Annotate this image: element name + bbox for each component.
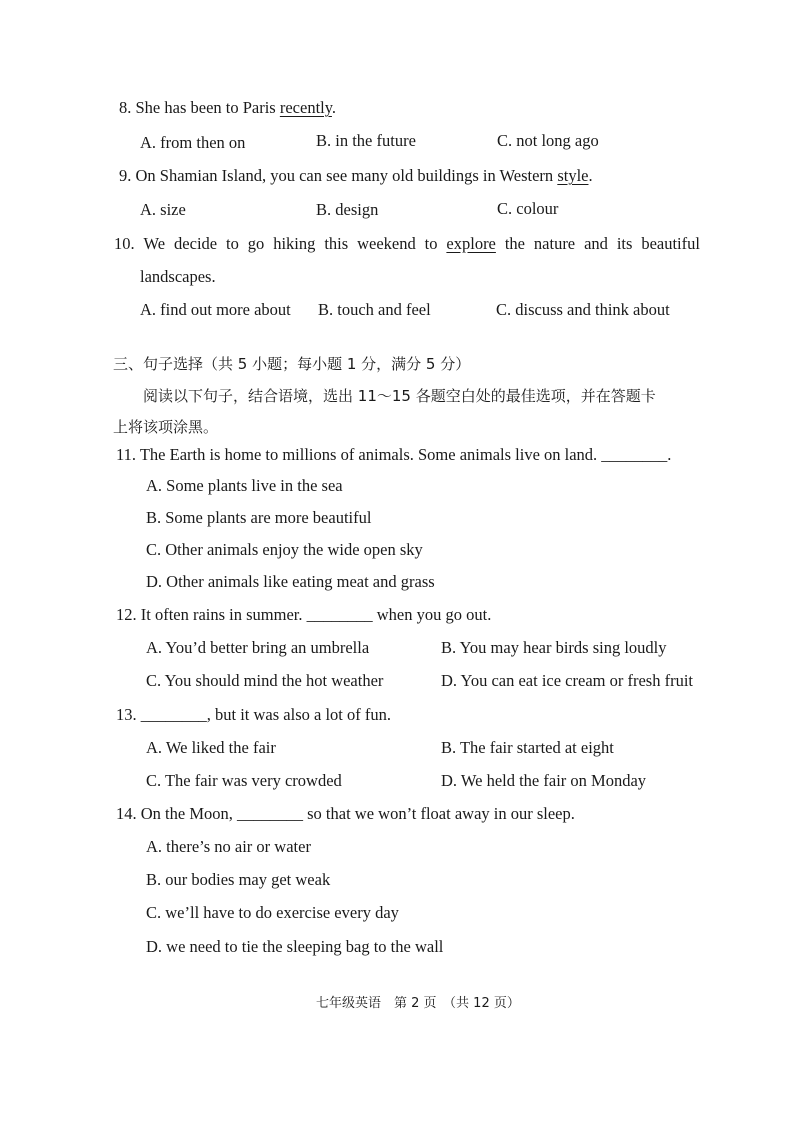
q12-option-c[interactable]: C. You should mind the hot weather: [146, 671, 384, 690]
question-14-stem: 14. On the Moon, ________ so that we won’t float away in our sleep.: [116, 804, 575, 823]
section-3-heading: 三、句子选择（共 5 小题；每小题 1 分，满分 5 分）: [113, 355, 471, 373]
underlined-word: recently: [279, 98, 332, 117]
question-12-stem: 12. It often rains in summer. ________ when you go out.: [116, 605, 492, 624]
q9-option-a[interactable]: A. size: [140, 200, 186, 219]
q8-option-c[interactable]: C. not long ago: [497, 131, 599, 150]
q10-option-a[interactable]: A. find out more about: [140, 300, 291, 319]
page-footer: 七年级英语 第 2 页 （共 12 页）: [316, 996, 520, 1011]
section-3-instructions: 阅读以下句子，结合语境，选出 11～15 各题空白处的最佳选项，并在答题卡: [143, 387, 656, 405]
q10-option-c[interactable]: C. discuss and think about: [496, 300, 670, 319]
q12-option-a[interactable]: A. You’d better bring an umbrella: [146, 638, 370, 657]
q13-option-c[interactable]: C. The fair was very crowded: [146, 771, 342, 790]
q10-option-b[interactable]: B. touch and feel: [318, 300, 431, 319]
underlined-word: style: [557, 166, 589, 185]
q8-option-b[interactable]: B. in the future: [316, 131, 416, 150]
question-13-stem: 13. ________, but it was also a lot of fun.: [116, 705, 391, 724]
q14-option-d[interactable]: D. we need to tie the sleeping bag to the wall: [146, 937, 444, 956]
q9-option-c[interactable]: C. colour: [497, 199, 559, 218]
q14-option-b[interactable]: B. our bodies may get weak: [146, 870, 331, 889]
q11-option-d[interactable]: D. Other animals like eating meat and grass: [146, 572, 435, 591]
question-9-stem: 9. On Shamian Island, you can see many old buildings in Western style.: [119, 166, 593, 185]
q12-option-d[interactable]: D. You can eat ice cream or fresh fruit: [441, 671, 693, 690]
question-10-stem-continued: landscapes.: [140, 267, 216, 286]
q8-option-a[interactable]: A. from then on: [140, 133, 246, 152]
q14-option-c[interactable]: C. we’ll have to do exercise every day: [146, 903, 399, 922]
q11-option-c[interactable]: C. Other animals enjoy the wide open sky: [146, 540, 423, 559]
question-10-stem: 10. We decide to go hiking this weekend to explore the nature and its beautiful: [114, 234, 700, 253]
q13-option-d[interactable]: D. We held the fair on Monday: [441, 771, 647, 790]
underlined-word: explore: [446, 234, 496, 253]
section-3-instructions-continued: 上将该项涂黑。: [113, 418, 219, 436]
q12-option-b[interactable]: B. You may hear birds sing loudly: [441, 638, 667, 657]
question-8-stem: 8. She has been to Paris recently.: [119, 98, 337, 117]
q14-option-a[interactable]: A. there’s no air or water: [146, 837, 311, 856]
q11-option-b[interactable]: B. Some plants are more beautiful: [146, 508, 372, 527]
question-11-stem: 11. The Earth is home to millions of animals. Some animals live on land. ________.: [116, 445, 672, 464]
q9-option-b[interactable]: B. design: [316, 200, 379, 219]
q13-option-b[interactable]: B. The fair started at eight: [441, 738, 614, 757]
q11-option-a[interactable]: A. Some plants live in the sea: [146, 476, 343, 495]
q13-option-a[interactable]: A. We liked the fair: [146, 738, 276, 757]
